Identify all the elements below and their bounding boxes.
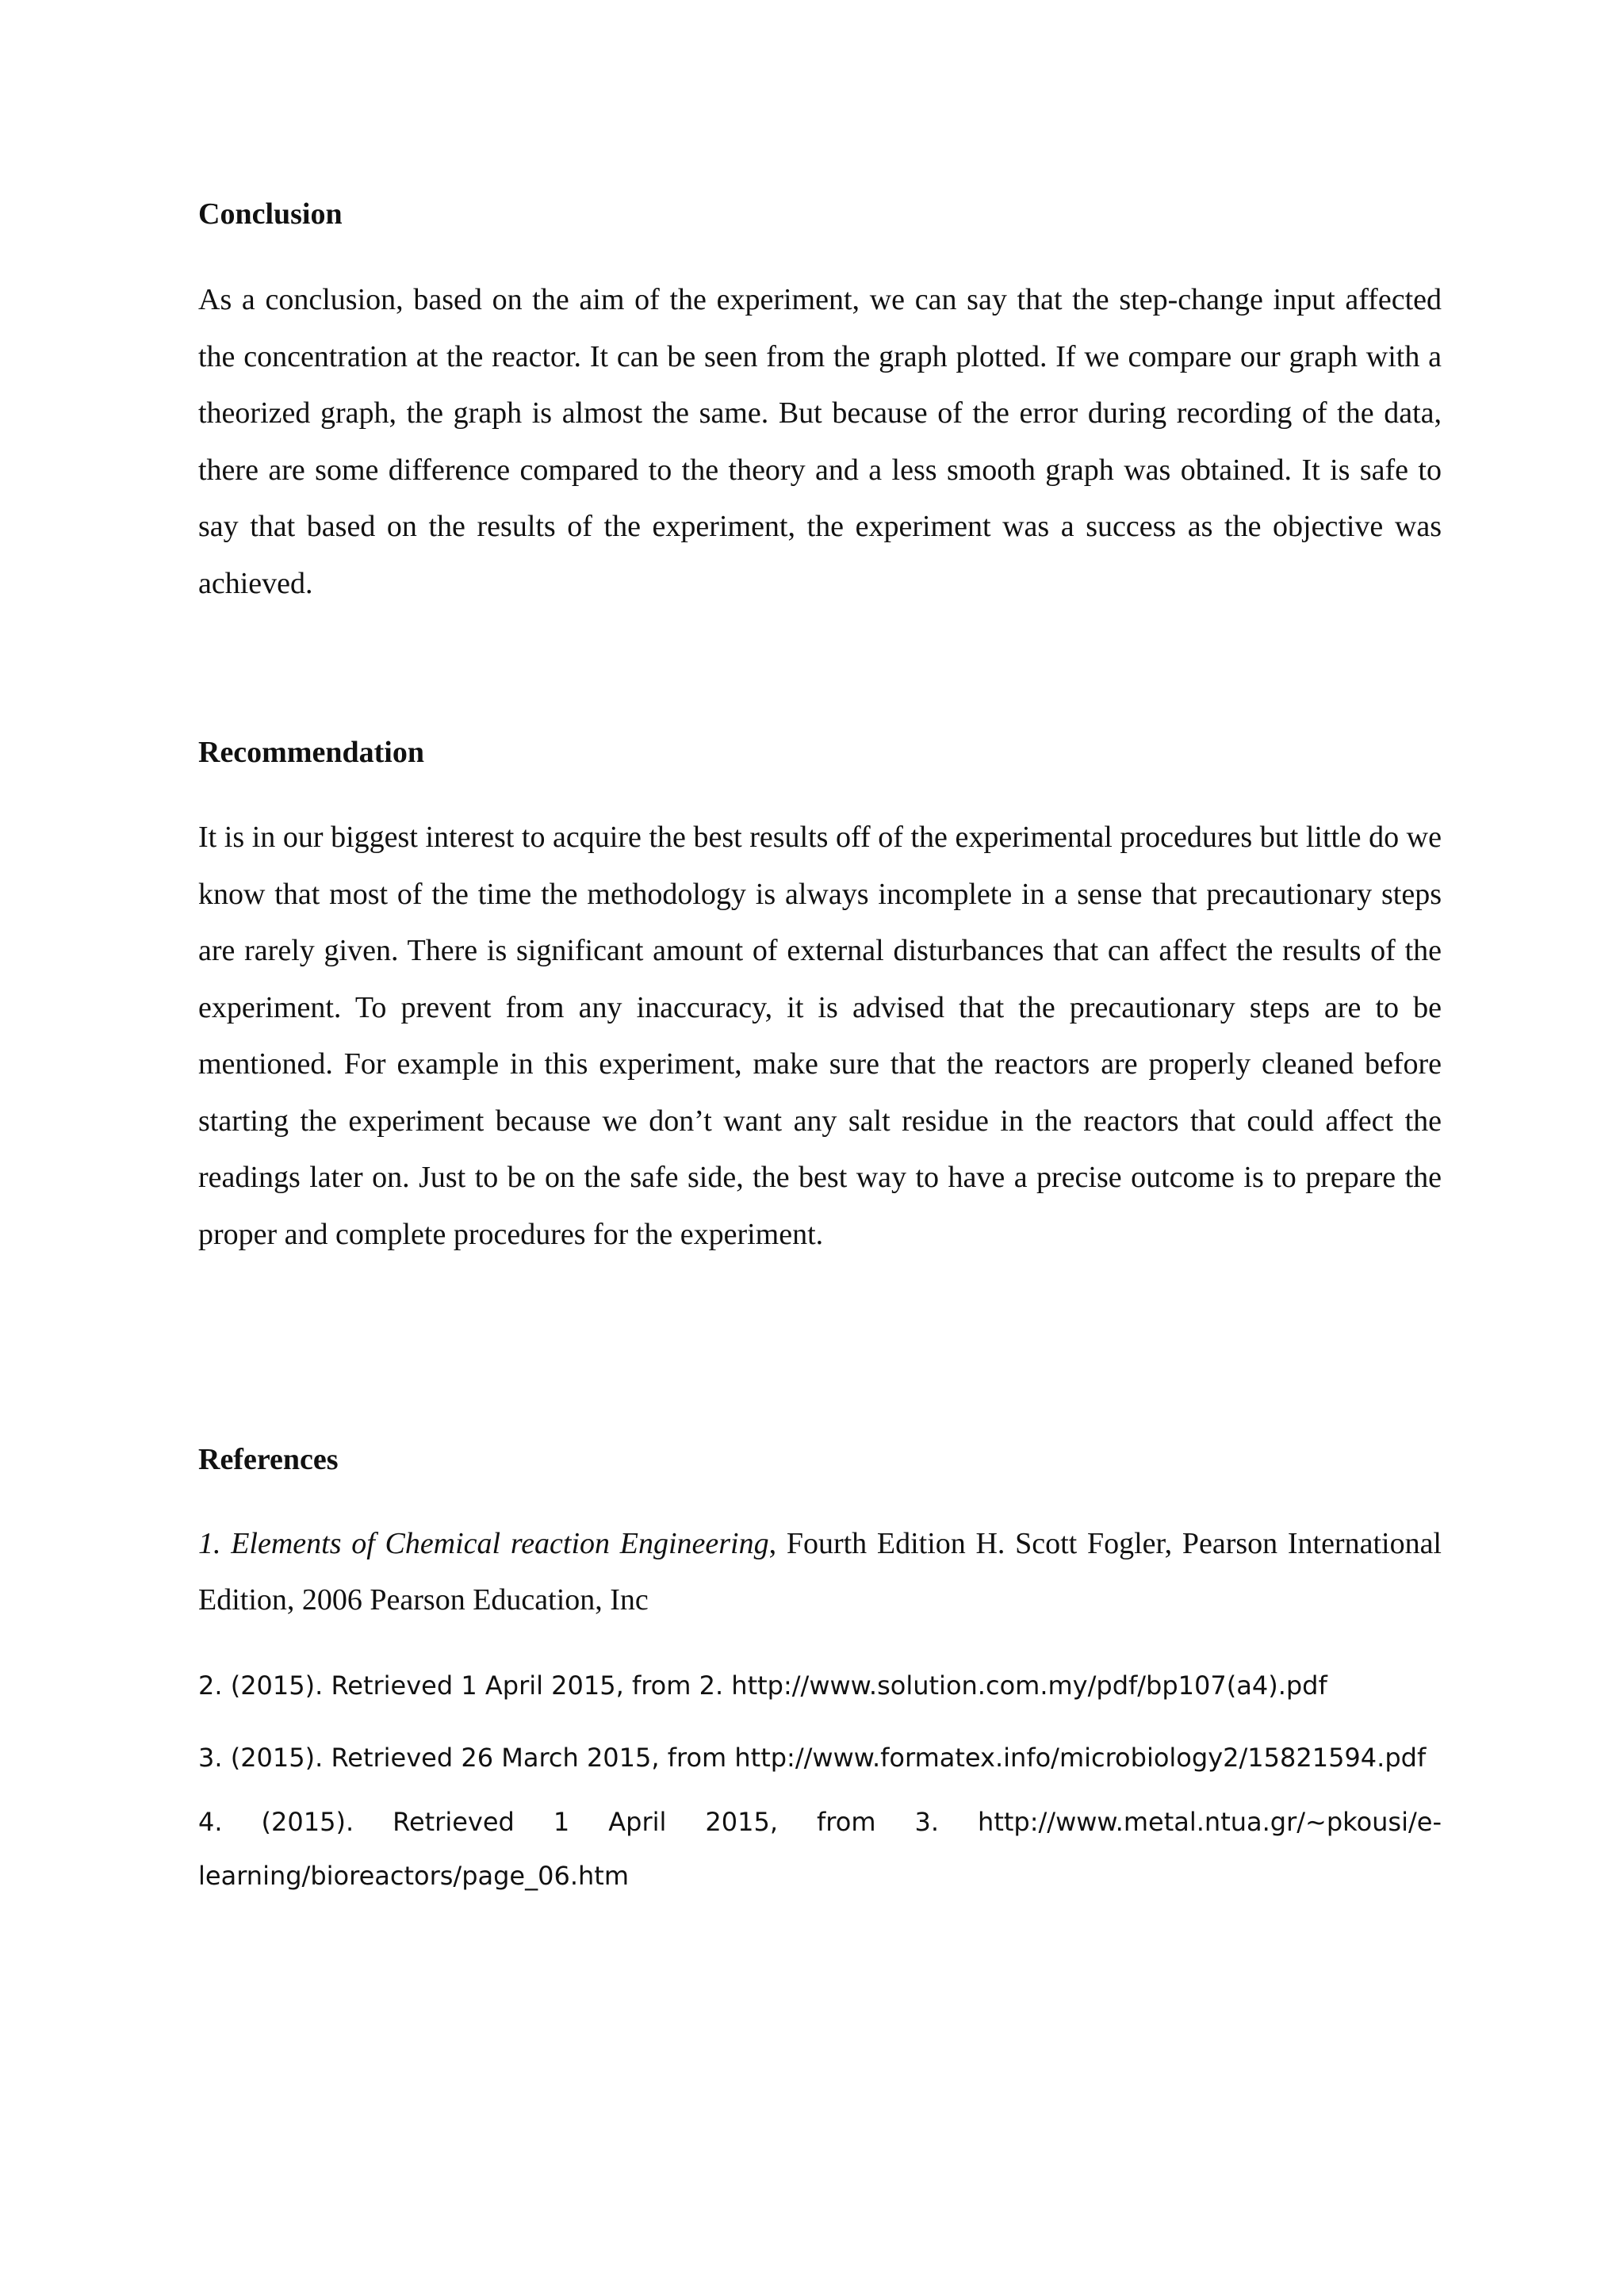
reference-1-title: 1. Elements of Chemical reaction Engineering [198, 1527, 769, 1560]
reference-4-word: 2015, [705, 1807, 778, 1837]
reference-4-word: from [817, 1807, 876, 1837]
reference-3: 3. (2015). Retrieved 26 March 2015, from http://www.formatex.info/microbiology2/15821594.pdf [198, 1743, 1427, 1773]
reference-4-word: 4. [198, 1807, 223, 1837]
reference-4 [198, 1795, 1442, 1903]
reference-4-link[interactable]: http://www.metal.ntua.gr/~pkousi/e- [978, 1807, 1442, 1837]
conclusion-heading: Conclusion [198, 197, 343, 231]
reference-2: 2. (2015). Retrieved 1 April 2015, from 2. http://www.solution.com.my/pdf/bp107(a4).pdf [198, 1670, 1327, 1701]
reference-4-word: April [608, 1807, 667, 1837]
conclusion-paragraph: As a conclusion, based on the aim of the experiment, we can say that the step-change input affected the concentration at the reactor. It can be seen from the graph plotted. If we compare our graph with a theorized graph, the graph is almost the same. But because of the error during recording of the data, there are some difference compared to the theory and a less smooth graph was obtained. It is safe to say that based on the results of the experiment, the experiment was a success as the objective was achieved. [198, 283, 1442, 600]
reference-4-word: Retrieved [393, 1807, 515, 1837]
recommendation-paragraph: It is in our biggest interest to acquire the best results off of the experimental procedures but little do we know that most of the time the methodology is always incomplete in a sense that precautionary steps are rarely given. There is significant amount of external disturbances that can affect the results of the experiment. To prevent from any inaccuracy, it is advised that the precautionary steps are to be mentioned. For example in this experiment, make sure that the reactors are properly cleaned before starting the experiment because we don’t want any salt residue in the reactors that could affect the readings later on. Just to be on the safe side, the best way to have a precise outcome is to prepare the proper and complete procedures for the experiment. [198, 821, 1442, 1251]
reference-1-details: , Fourth Edition H. Scott Fogler, Pearson International Edition, 2006 Pearson Education, Inc [198, 1527, 1442, 1617]
reference-4-line-1 [198, 1795, 1442, 1849]
reference-4-word: 1 [553, 1807, 570, 1837]
reference-1 [198, 1516, 1442, 1628]
reference-4-line-2[interactable]: learning/bioreactors/page_06.htm [198, 1861, 629, 1891]
reference-4-word: (2015). [261, 1807, 354, 1837]
recommendation-heading: Recommendation [198, 736, 424, 769]
reference-4-word: 3. [914, 1807, 940, 1837]
references-heading: References [198, 1443, 339, 1476]
